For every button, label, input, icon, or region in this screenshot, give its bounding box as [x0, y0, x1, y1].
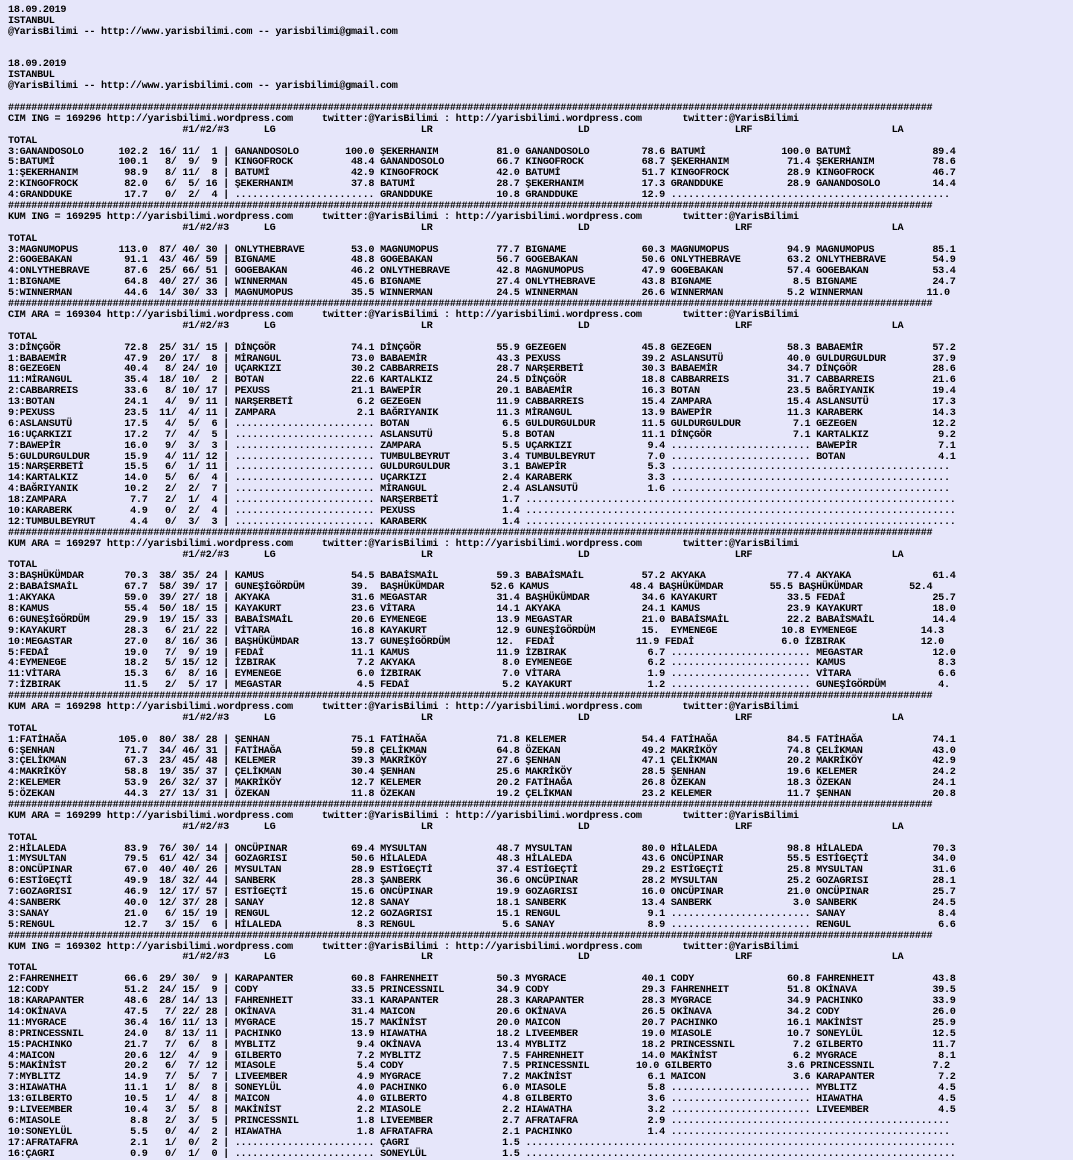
header-line: ISTANBUL [8, 70, 55, 82]
table-row: 5:GULDURGULDUR 15.9 4/ 11/ 12 | ........................ TUMBULBEYRUT 3.4 TUMBULBEYRUT 7.0 ........................ BOTAN 4.1 [8, 451, 956, 463]
table-row: 11:MYGRACE 36.4 16/ 11/ 13 | MYGRACE 15.7 MAKİNİST 20.0 MAICON 20.7 PACHINKO 16.1 MAKİNİST 25.9 [8, 1017, 956, 1029]
table-row: 5:ÖZEKAN 44.3 27/ 13/ 31 | ÖZEKAN 11.8 ÖZEKAN 19.2 ÇELİKMAN 23.2 KELEMER 11.7 ŞENHAN 20.8 [8, 789, 956, 801]
table-row: 2:CABBARREIS 33.6 8/ 10/ 17 | PEXUSS 21.1 BAWEPİR 20.1 BABAEMİR 16.3 BOTAN 23.5 BAĞRIYANIK 19.4 [8, 386, 956, 398]
header-line: ISTANBUL [8, 15, 55, 27]
table-row: 3:HIAWATHA 11.1 1/ 8/ 8 | SONEYLÜL 4.0 PACHINKO 6.0 MIASOLE 5.8 ........................ MYBLITZ 4.5 [8, 1083, 956, 1095]
separator-line: ############################################################################################################################################################### [8, 691, 933, 703]
table-row: 1:ŞEKERHANIM 98.9 8/ 11/ 8 | BATUMİ 42.9 KINGOFROCK 42.0 BATUMİ 51.7 KINGOFROCK 28.9 KINGOFROCK 46.7 [8, 168, 956, 180]
table-row: 8:ONCÜPINAR 67.0 40/ 40/ 26 | MYSULTAN 28.9 ESTİGEÇTİ 37.4 ESTİGEÇTİ 29.2 ESTİGEÇTİ 25.8 MYSULTAN 31.6 [8, 865, 956, 877]
header-line: @YarisBilimi -- http://www.yarisbilimi.com -- yarisbilimi@gmail.com [8, 26, 398, 38]
table-row: 1:BABAEMİR 47.9 20/ 17/ 8 | MİRANGUL 73.0 BABAEMİR 43.3 PEXUSS 39.2 ASLANSUTÜ 40.0 GULDURGULDUR 37.9 [8, 353, 956, 365]
column-header: #1/#2/#3 LG LR LD LRF LA [8, 712, 904, 724]
header-line: 18.09.2019 [8, 59, 67, 71]
table-row: 5:BATUMİ 100.1 8/ 9/ 9 | KINGOFROCK 48.4 GANANDOSOLO 66.7 KINGOFROCK 68.7 ŞEKERHANIM 71.4 ŞEKERHANIM 78.6 [8, 157, 956, 169]
table-row: 5:WINNERMAN 44.6 14/ 30/ 33 | MAGNUMOPUS 35.5 WINNERMAN 24.5 WINNERMAN 26.6 WINNERMAN 5.2 WINNERMAN 11.0 [8, 288, 950, 300]
table-row: 2:HİLALEDA 83.9 76/ 30/ 14 | ONCÜPINAR 69.4 MYSULTAN 48.7 MYSULTAN 80.0 HİLALEDA 98.8 HİLALEDA 70.3 [8, 843, 956, 855]
total-header: TOTAL [8, 135, 38, 147]
table-row: 11:MİRANGUL 35.4 18/ 10/ 2 | BOTAN 22.6 KARTALKIZ 24.5 DİNÇGÖR 18.8 CABBARREIS 31.7 CABBARREIS 21.6 [8, 375, 956, 387]
table-row: 2:KELEMER 53.9 26/ 32/ 37 | MAKRİKÖY 12.7 KELEMER 20.2 FATİHAĞA 26.8 ÖZEKAN 18.3 ÖZEKAN 24.1 [8, 778, 956, 790]
table-row: 6:ŞENHAN 71.7 34/ 46/ 31 | FATİHAĞA 59.8 ÇELİKMAN 64.8 ÖZEKAN 49.2 MAKRİKÖY 74.8 ÇELİKMAN 43.0 [8, 745, 956, 757]
table-row: 3:GANANDOSOLO 102.2 16/ 11/ 1 | GANANDOSOLO 100.0 ŞEKERHANIM 81.0 GANANDOSOLO 78.6 BATUMİ 100.0 BATUMİ 89.4 [8, 146, 956, 158]
column-header: #1/#2/#3 LG LR LD LRF LA [8, 320, 904, 332]
table-row: 4:ONLYTHEBRAVE 87.6 25/ 66/ 51 | GOGEBAKAN 46.2 ONLYTHEBRAVE 42.8 MAGNUMOPUS 47.9 GOGEBAKAN 57.4 GOGEBAKAN 53.4 [8, 266, 956, 278]
table-row: 7:MYBLITZ 14.9 7/ 5/ 7 | LIVEEMBER 4.9 MYGRACE 7.2 MAKİNİST 6.1 MAICON 3.6 KARAPANTER 7.2 [8, 1072, 956, 1084]
table-row: 5:RENGUL 12.7 3/ 15/ 6 | HİLALEDA 8.3 RENGUL 5.6 SANAY 8.9 ........................ RENGUL 6.6 [8, 919, 956, 931]
table-row: 10:MEGASTAR 27.0 8/ 16/ 36 | BAŞHÜKÜMDAR 13.7 GUNEŞİGÖRDÜM 12. FEDAİ 11.9 FEDAİ 6.0 İZBIRAK 12.0 [8, 636, 944, 648]
table-row: 5:FEDAİ 19.0 7/ 9/ 19 | FEDAİ 11.1 KAMUS 11.9 İZBIRAK 6.7 ........................ MEGASTAR 12.0 [8, 647, 956, 659]
table-row: 10:KARABERK 4.9 0/ 2/ 4 | ........................ PEXUSS 1.4 .......................................................................... [8, 505, 956, 517]
table-row: 2:KINGOFROCK 82.0 6/ 5/ 16 | ŞEKERHANIM 37.8 BATUMİ 28.7 ŞEKERHANIM 17.3 GRANDDUKE 28.9 GANANDOSOLO 14.4 [8, 179, 956, 191]
separator-line: ############################################################################################################################################################### [8, 527, 933, 539]
table-row: 4:SANBERK 40.0 12/ 37/ 28 | SANAY 12.8 SANAY 18.1 SANBERK 13.4 SANBERK 3.0 SANBERK 24.5 [8, 898, 956, 910]
table-row: 1:AKYAKA 59.0 39/ 27/ 18 | AKYAKA 31.6 MEGASTAR 31.4 BAŞHÜKÜMDAR 34.6 KAYAKURT 33.5 FEDAİ 25.7 [8, 593, 956, 605]
table-row: 9:PEXUSS 23.5 11/ 4/ 11 | ZAMPARA 2.1 BAĞRIYANIK 11.3 MİRANGUL 13.9 BAWEPİR 11.3 KARABERK 14.3 [8, 407, 956, 419]
table-row: 7:GOZAGRISI 46.9 12/ 17/ 57 | ESTİGEÇTİ 15.6 ONCÜPINAR 19.9 GOZAGRISI 16.0 ONCÜPINAR 21.0 ONCÜPINAR 25.7 [8, 887, 956, 899]
table-row: 6:MIASOLE 8.8 2/ 3/ 5 | PRINCESSNIL 1.8 LIVEEMBER 2.7 AFRATAFRA 2.9 ................................................ [8, 1115, 950, 1127]
total-header: TOTAL [8, 560, 38, 572]
separator-line: ############################################################################################################################################################### [8, 930, 933, 942]
table-row: 14:KARTALKIZ 14.0 5/ 6/ 4 | ........................ UÇARKIZI 2.4 KARABERK 3.3 ................................................ [8, 473, 950, 485]
table-row: 4:BAĞRIYANIK 10.2 2/ 2/ 7 | ........................ MİRANGUL 2.4 ASLANSUTÜ 1.6 ................................................ [8, 484, 950, 496]
table-row: 8:KAMUS 55.4 50/ 18/ 15 | KAYAKURT 23.6 VİTARA 14.1 AKYAKA 24.1 KAMUS 23.9 KAYAKURT 18.0 [8, 603, 956, 615]
total-header: TOTAL [8, 723, 38, 735]
table-row: 3:SANAY 21.0 6/ 15/ 19 | RENGUL 12.2 GOZAGRISI 15.1 RENGUL 9.1 ........................ SANAY 8.4 [8, 908, 956, 920]
total-header: TOTAL [8, 233, 38, 245]
table-row: 6:GUNEŞİGÖRDÜM 29.9 19/ 15/ 33 | BABAİSMAİL 20.6 EYMENEGE 13.9 MEGASTAR 21.0 BABAİSMAİL 22.2 BABAİSMAİL 14.4 [8, 614, 956, 626]
table-row: 4:GRANDDUKE 17.7 0/ 2/ 4 | ........................ GRANDDUKE 10.8 GRANDDUKE 12.9 ................................................ [8, 190, 950, 202]
table-row: 7:İZBIRAK 11.5 2/ 5/ 17 | MEGASTAR 4.5 FEDAİ 5.2 KAYAKURT 1.2 ........................ GUNEŞİGÖRDÜM 4. [8, 680, 950, 692]
table-row: 1:MYSULTAN 79.5 61/ 42/ 34 | GOZAGRISI 50.6 HİLALEDA 48.3 HİLALEDA 43.6 ONCÜPINAR 55.5 ESTİGEÇTİ 34.0 [8, 854, 956, 866]
column-header: #1/#2/#3 LG LR LD LRF LA [8, 821, 904, 833]
table-row: 12:TUMBULBEYRUT 4.4 0/ 3/ 3 | ........................ KARABERK 1.4 .......................................................................... [8, 516, 956, 528]
table-row: 3:MAGNUMOPUS 113.0 87/ 40/ 30 | ONLYTHEBRAVE 53.0 MAGNUMOPUS 77.7 BIGNAME 60.3 MAGNUMOPUS 94.9 MAGNUMOPUS 85.1 [8, 244, 956, 256]
column-header: #1/#2/#3 LG LR LD LRF LA [8, 549, 904, 561]
header-line [8, 50, 1073, 61]
table-row: 15:NARŞERBETİ 15.5 6/ 1/ 11 | ........................ GULDURGULDUR 3.1 BAWEPİR 5.3 ................................................ [8, 462, 950, 474]
table-row: 9:LIVEEMBER 10.4 3/ 5/ 8 | MAKİNİST 2.2 MIASOLE 2.2 HIAWATHA 3.2 ........................ LIVEEMBER 4.5 [8, 1104, 956, 1116]
table-row: 12:CODY 51.2 24/ 15/ 9 | CODY 33.5 PRINCESSNIL 34.9 CODY 29.3 FAHRENHEIT 51.8 OKİNAVA 39.5 [8, 985, 956, 997]
table-row: 15:PACHINKO 21.7 7/ 6/ 8 | MYBLITZ 9.4 OKİNAVA 13.4 MYBLITZ 18.2 PRINCESSNIL 7.2 GILBERTO 11.7 [8, 1039, 956, 1051]
table-row: 3:DİNÇGÖR 72.8 25/ 31/ 15 | DİNÇGÖR 74.1 DİNÇGÖR 55.9 GEZEGEN 45.8 GEZEGEN 58.3 BABAEMİR 57.2 [8, 342, 956, 354]
race-title: KUM ARA = 169299 http://yarisbilimi.wordpress.com twitter:@YarisBilimi : http://yarisbilimi.wordpress.com twitter:@YarisBilimi [8, 810, 799, 822]
table-row: 5:MAKİNİST 20.2 6/ 7/ 12 | MIASOLE 5.4 CODY 7.5 PRINCESSNIL 10.0 GILBERTO 3.6 PRINCESSNIL 7.2 [8, 1061, 950, 1073]
table-row: 10:SONEYLÜL 5.5 0/ 4/ 2 | HIAWATHA 1.8 AFRATAFRA 2.1 PACHINKO 1.4 ................................................ [8, 1126, 950, 1138]
table-row: 1:BIGNAME 64.8 40/ 27/ 36 | WINNERMAN 45.6 BIGNAME 27.4 ONLYTHEBRAVE 43.8 BIGNAME 8.5 BIGNAME 24.7 [8, 277, 956, 289]
table-row: 3:BAŞHÜKÜMDAR 70.3 38/ 35/ 24 | KAMUS 54.5 BABAİSMAİL 59.3 BABAİSMAİL 57.2 AKYAKA 77.4 AKYAKA 61.4 [8, 571, 956, 583]
table-row: 18:ZAMPARA 7.7 2/ 1/ 4 | ........................ NARŞERBETİ 1.7 .......................................................................... [8, 495, 956, 507]
table-row: 4:EYMENEGE 18.2 5/ 15/ 12 | İZBIRAK 7.2 AKYAKA 8.0 EYMENEGE 6.2 ........................ KAMUS 8.3 [8, 658, 956, 670]
table-row: 8:GEZEGEN 40.4 8/ 24/ 10 | UÇARKIZI 30.2 CABBARREIS 28.7 NARŞERBETİ 30.3 BABAEMİR 34.7 DİNÇGÖR 28.6 [8, 364, 956, 376]
table-row: 13:BOTAN 24.1 4/ 9/ 11 | NARŞERBETİ 6.2 GEZEGEN 11.9 CABBARREIS 15.4 ZAMPARA 15.4 ASLANSUTÜ 17.3 [8, 397, 956, 409]
column-header: #1/#2/#3 LG LR LD LRF LA [8, 222, 904, 234]
table-row: 9:KAYAKURT 28.3 6/ 21/ 22 | VİTARA 16.8 KAYAKURT 12.9 GUNEŞİGÖRDÜM 15. EYMENEGE 10.8 EYMENEGE 14.3 [8, 625, 944, 637]
total-header: TOTAL [8, 331, 38, 343]
column-header: #1/#2/#3 LG LR LD LRF LA [8, 952, 904, 964]
header-line: @YarisBilimi -- http://www.yarisbilimi.com -- yarisbilimi@gmail.com [8, 81, 398, 93]
table-row: 16:ÇAGRI 0.9 0/ 1/ 0 | ........................ SONEYLÜL 1.5 .......................................................................... [8, 1148, 956, 1160]
table-row: 2:FAHRENHEIT 66.6 29/ 30/ 9 | KARAPANTER 60.8 FAHRENHEIT 50.3 MYGRACE 40.1 CODY 60.8 FAHRENHEIT 43.8 [8, 974, 956, 986]
table-row: 4:MAICON 20.6 12/ 4/ 9 | GILBERTO 7.2 MYBLITZ 7.5 FAHRENHEIT 14.0 MAKİNİST 6.2 MYGRACE 8.1 [8, 1050, 956, 1062]
race-title: KUM ING = 169302 http://yarisbilimi.wordpress.com twitter:@YarisBilimi : http://yarisbilimi.wordpress.com twitter:@YarisBilimi [8, 941, 799, 953]
table-row: 11:VİTARA 15.3 6/ 8/ 16 | EYMENEGE 6.0 İZBIRAK 7.0 VİTARA 1.9 ........................ VİTARA 6.6 [8, 669, 956, 681]
table-row: 8:PRINCESSNIL 24.0 8/ 13/ 11 | PACHINKO 13.9 HIAWATHA 18.2 LIVEEMBER 19.0 MIASOLE 10.7 SONEYLÜL 12.5 [8, 1028, 956, 1040]
total-header: TOTAL [8, 963, 38, 975]
column-header: #1/#2/#3 LG LR LD LRF LA [8, 124, 904, 136]
table-row: 4:MAKRİKÖY 58.8 19/ 35/ 37 | ÇELİKMAN 30.4 ŞENHAN 25.6 MAKRİKÖY 28.5 ŞENHAN 19.6 KELEMER 24.2 [8, 767, 956, 779]
table-row: 14:OKİNAVA 47.5 7/ 22/ 28 | OKİNAVA 31.4 MAICON 20.6 OKİNAVA 26.5 OKİNAVA 34.2 CODY 26.0 [8, 1006, 956, 1018]
table-row: 6:ESTİGEÇTİ 49.9 18/ 32/ 44 | SANBERK 28.3 ŞANBERK 36.6 ONCÜPINAR 28.2 MYSULTAN 25.2 GOZAGRISI 28.1 [8, 876, 956, 888]
race-title: KUM ARA = 169298 http://yarisbilimi.wordpress.com twitter:@YarisBilimi : http://yarisbilimi.wordpress.com twitter:@YarisBilimi [8, 702, 799, 713]
table-row: 3:ÇELİKMAN 67.3 23/ 45/ 48 | KELEMER 39.3 MAKRİKÖY 27.6 ŞENHAN 47.1 ÇELİKMAN 20.2 MAKRİKÖY 42.9 [8, 756, 956, 768]
race-title: CIM ARA = 169304 http://yarisbilimi.wordpress.com twitter:@YarisBilimi : http://yarisbilimi.wordpress.com twitter:@YarisBilimi [8, 309, 799, 321]
separator-line: ############################################################################################################################################################### [8, 201, 933, 213]
header-line [8, 39, 1073, 50]
separator-line: ############################################################################################################################################################### [8, 299, 933, 311]
separator-line: ############################################################################################################################################################### [8, 103, 933, 115]
table-row: 7:BAWEPİR 16.0 9/ 3/ 3 | ........................ ZAMPARA 5.5 UÇARKIZI 9.4 ........................ BAWEPİR 7.1 [8, 440, 956, 452]
header-line: 18.09.2019 [8, 5, 67, 16]
table-row: 6:ASLANSUTÜ 17.5 4/ 5/ 6 | ........................ BOTAN 6.5 GULDURGULDUR 11.5 GULDURGULDUR 7.1 GEZEGEN 12.2 [8, 418, 956, 430]
table-row: 1:FATİHAĞA 105.0 80/ 38/ 28 | ŞENHAN 75.1 FATİHAĞA 71.8 KELEMER 54.4 FATİHAĞA 84.5 FATİHAĞA 74.1 [8, 734, 956, 746]
table-row: 16:UÇARKIZI 17.2 7/ 4/ 5 | ........................ ASLANSUTÜ 5.8 BOTAN 11.1 DİNÇGÖR 7.1 KARTALKIZ 9.2 [8, 429, 956, 441]
table-row: 17:AFRATAFRA 2.1 1/ 0/ 2 | ........................ ÇAGRI 1.5 .......................................................................... [8, 1137, 956, 1149]
total-header: TOTAL [8, 832, 38, 844]
race-title: CIM ING = 169296 http://yarisbilimi.wordpress.com twitter:@YarisBilimi : http://yarisbilimi.wordpress.com twitter:@YarisBilimi [8, 113, 799, 125]
table-row: 2:GOGEBAKAN 91.1 43/ 46/ 59 | BIGNAME 48.8 GOGEBAKAN 56.7 GOGEBAKAN 50.6 ONLYTHEBRAVE 63.2 ONLYTHEBRAVE 54.9 [8, 255, 956, 267]
separator-line: ############################################################################################################################################################### [8, 800, 933, 812]
table-row: 13:GILBERTO 10.5 1/ 4/ 8 | MAICON 4.0 GILBERTO 4.8 GILBERTO 3.6 ........................ HIAWATHA 4.5 [8, 1094, 956, 1106]
race-title: KUM ARA = 169297 http://yarisbilimi.wordpress.com twitter:@YarisBilimi : http://yarisbilimi.wordpress.com twitter:@YarisBilimi [8, 538, 799, 550]
table-row: 18:KARAPANTER 48.6 28/ 14/ 13 | FAHRENHEIT 33.1 KARAPANTER 28.3 KARAPANTER 28.3 MYGRACE 34.9 PACHINKO 33.9 [8, 996, 956, 1008]
race-title: KUM ING = 169295 http://yarisbilimi.wordpress.com twitter:@YarisBilimi : http://yarisbilimi.wordpress.com twitter:@YarisBilimi [8, 211, 799, 223]
table-row: 2:BABAİSMAİL 67.7 58/ 39/ 17 | GUNEŞİGÖRDÜM 39. BAŞHÜKÜMDAR 52.6 KAMUS 48.4 BAŞHÜKÜMDAR 55.5 BAŞHÜKÜMDAR 52.4 [8, 582, 933, 594]
